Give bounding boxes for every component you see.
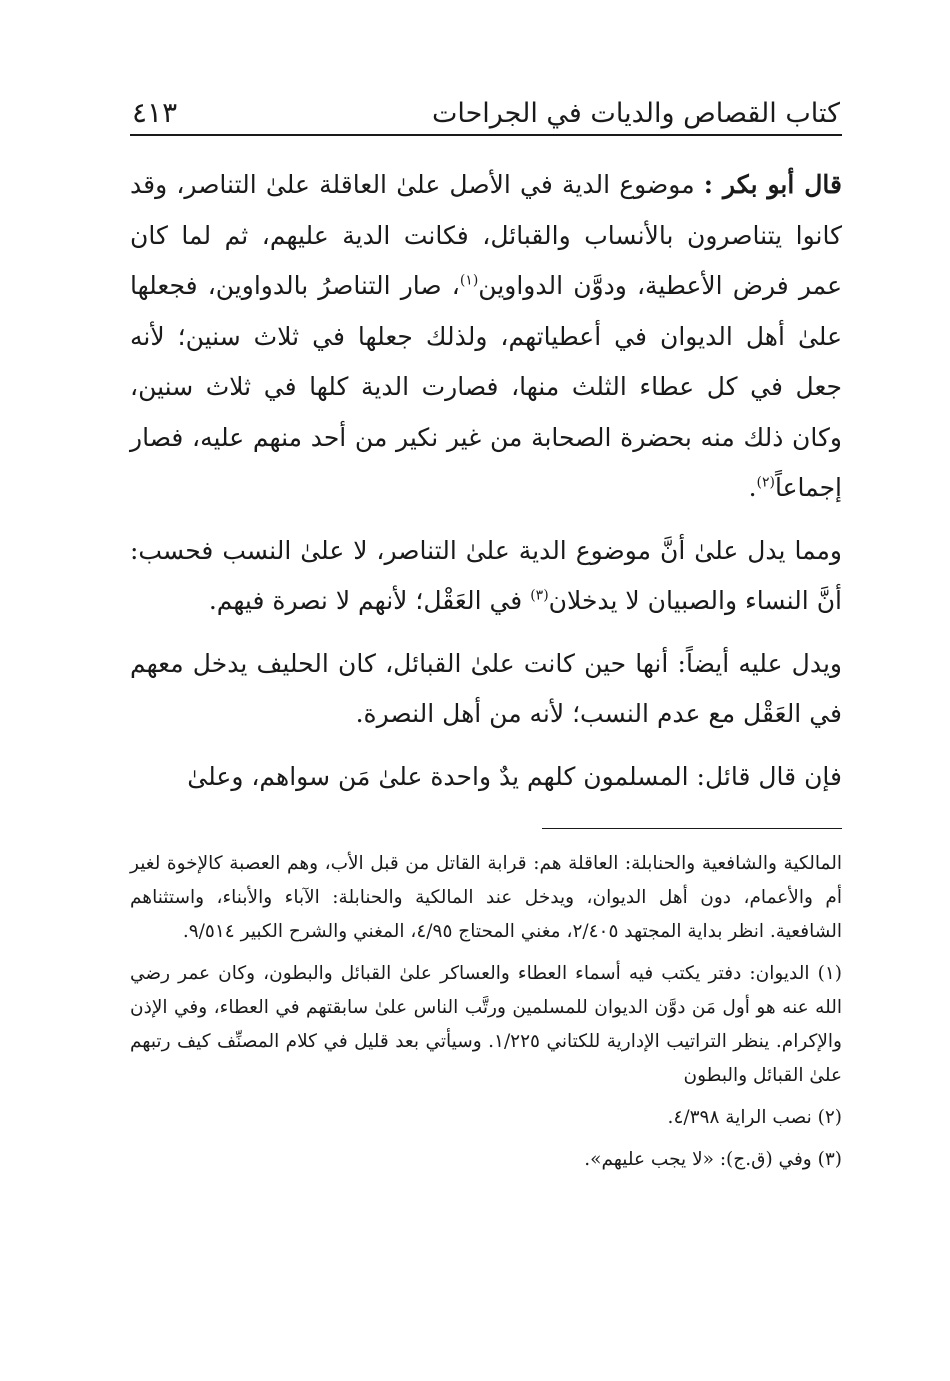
- footnote-divider: [542, 828, 842, 829]
- paragraph-2: [130, 526, 842, 627]
- footnote-2: (٢) نصب الراية ٤/٣٩٨.: [667, 1107, 842, 1128]
- paragraph-1-text: موضوع الدية في الأصل علىٰ العاقلة علىٰ التناصر، وقد كانوا يتناصرون بالأنساب والقبائل، فكانت الدية عليهم، ثم لما كان عمر فرض الأعطية، ودوَّن الدواوين: [130, 170, 842, 300]
- footnote-continued: المالكية والشافعية والحنابلة: العاقلة هم: قرابة القاتل من قبل الأب، وهم العصبة كالإخوة لغير أم والأعمام، دون أهل الديوان، ويدخل عند المالكية والحنابلة: الآباء والأبناء، واستثناهم الشافعية. انظر بداية المجتهد ٢/٤٠٥، مغني المحتاج ٤/٩٥، المغني والشرح الكبير ٩/٥١٤.: [130, 853, 842, 942]
- running-title: كتاب القصاص والديات في الجراحات: [431, 97, 840, 129]
- book-page: [130, 78, 842, 1185]
- page-header: [130, 78, 842, 136]
- paragraph-2-text: ومما يدل علىٰ أنَّ موضوع الدية علىٰ التناصر، لا علىٰ النسب فحسب: أنَّ النساء والصبيان لا يدخلان: [130, 535, 842, 615]
- paragraph-1-end: .: [748, 473, 757, 502]
- footnote-3: (٣) وفي (ق.ج): «لا يجب عليهم».: [584, 1149, 842, 1170]
- page-number: ٤١٣: [132, 96, 178, 130]
- footnote-ref-1[interactable]: (١): [459, 272, 479, 289]
- paragraph-2-text-2: في العَقْل؛ لأنهم لا نصرة فيهم.: [208, 586, 531, 615]
- paragraph-3-text: ويدل عليه أيضاً: أنها حين كانت علىٰ القبائل، كان الحليف يدخل معهم في العَقْل مع عدم النسب؛ لأنه من أهل النصرة.: [130, 648, 842, 728]
- main-text: [130, 160, 842, 802]
- paragraph-4: [130, 752, 842, 803]
- paragraph-1: [130, 160, 842, 514]
- footnote-ref-3[interactable]: (٣): [530, 587, 549, 604]
- footnote-1: (١) الديوان: دفتر يكتب فيه أسماء العطاء والعساكر علىٰ القبائل والبطون، وكان عمر رضي الله عنه هو أول مَن دوَّن الديوان للمسلمين ورتَّب الناس علىٰ سابقتهم في العطاء، وفي الإذن والإكرام. ينظر التراتيب الإدارية للكتاني ١/٢٢٥. وسيأتي بعد قليل في كلام المصنِّف كيف رتبهم علىٰ القبائل والبطون: [130, 963, 842, 1086]
- footnote-ref-2[interactable]: (٢): [756, 474, 775, 491]
- speaker-lead: قال أبو بكر :: [703, 170, 842, 199]
- footnotes: [130, 847, 842, 1177]
- paragraph-1-text-2: ، صار التناصرُ بالدواوين، فجعلها علىٰ أهل الديوان في أعطياتهم، ولذلك جعلها في ثلاث سنين؛ لأنه جعل في كل عطاء الثلث منها، فصارت الدية كلها في ثلاث سنين، وكان ذلك منه بحضرة الصحابة من غير نكير من أحد منهم عليه، فصار إجماعاً: [130, 271, 842, 502]
- paragraph-3: [130, 639, 842, 740]
- paragraph-4-text: فإن قال قائل: المسلمون كلهم يدٌ واحدة علىٰ مَن سواهم، وعلىٰ: [187, 761, 842, 791]
